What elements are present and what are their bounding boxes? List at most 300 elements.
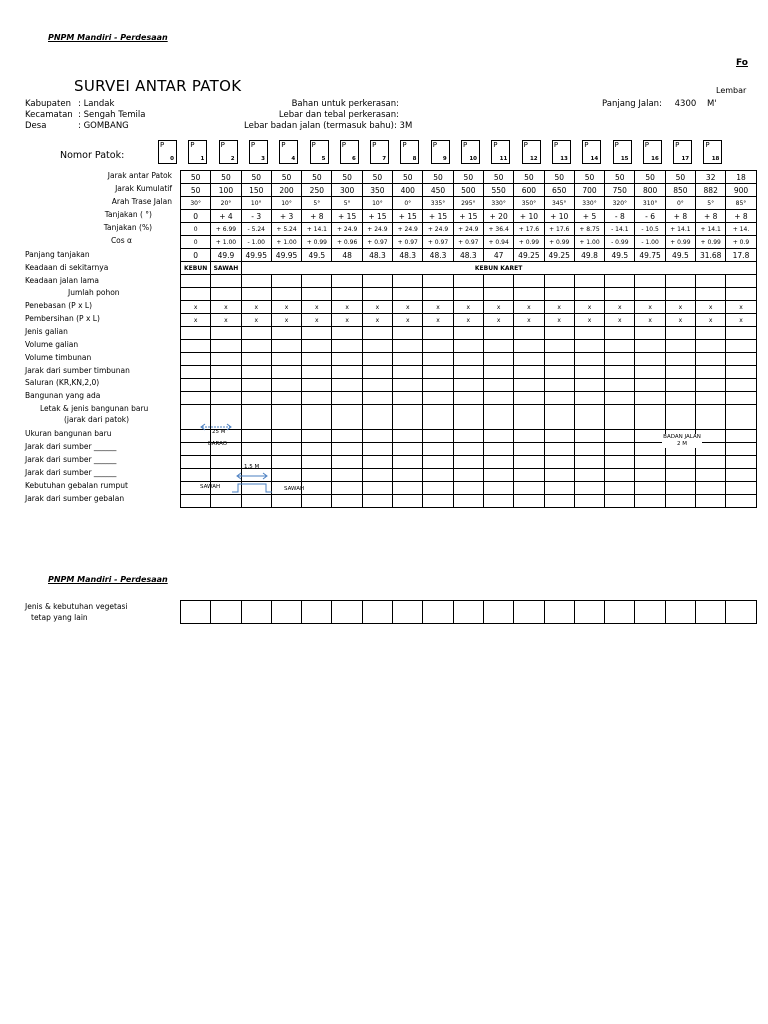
cell-jarak-gebalan[interactable] bbox=[332, 495, 362, 508]
cell-jenis-galian[interactable] bbox=[423, 327, 453, 340]
cell-jarak-sumber-1[interactable] bbox=[302, 443, 332, 456]
cell-volume-timbunan[interactable] bbox=[726, 353, 756, 366]
cell-saluran[interactable] bbox=[514, 379, 544, 392]
cell-keadaan-jalan[interactable] bbox=[635, 275, 665, 288]
cell-jenis-galian[interactable] bbox=[544, 327, 574, 340]
cell-jarak-sumber-3[interactable] bbox=[605, 469, 635, 482]
cell-jenis-galian[interactable] bbox=[181, 327, 211, 340]
cell-jenis-galian[interactable] bbox=[241, 327, 271, 340]
cell-jarak-sumber-1[interactable] bbox=[181, 443, 211, 456]
cell-letak-bangunan[interactable] bbox=[423, 405, 453, 430]
cell-saluran[interactable] bbox=[181, 379, 211, 392]
cell-saluran[interactable] bbox=[483, 379, 513, 392]
cell-jarak-gebalan[interactable] bbox=[726, 495, 756, 508]
cell-jarak-sumber-3[interactable] bbox=[362, 469, 392, 482]
cell-saluran[interactable] bbox=[302, 379, 332, 392]
cell-volume-galian[interactable] bbox=[423, 340, 453, 353]
cell-volume-galian[interactable] bbox=[574, 340, 604, 353]
cell-jenis-galian[interactable] bbox=[605, 327, 635, 340]
cell-penebasan: x bbox=[241, 301, 271, 314]
cell-keadaan-jalan[interactable] bbox=[696, 275, 726, 288]
cell-kebutuhan-gebalan[interactable] bbox=[302, 482, 332, 495]
cell-jenis-galian[interactable] bbox=[696, 327, 726, 340]
cell-volume-galian[interactable] bbox=[726, 340, 756, 353]
cell-jarak-sumber-2[interactable] bbox=[393, 456, 423, 469]
cell-letak-bangunan[interactable] bbox=[696, 405, 726, 430]
cell-vegetasi[interactable] bbox=[211, 601, 241, 624]
cell-jarak-sumber-2[interactable] bbox=[605, 456, 635, 469]
cell-keadaan-jalan[interactable] bbox=[726, 275, 756, 288]
cell-ukuran-bangunan[interactable] bbox=[574, 430, 604, 443]
cell-letak-bangunan[interactable] bbox=[544, 405, 574, 430]
cell-jarak-sumber-2[interactable] bbox=[726, 456, 756, 469]
cell-saluran[interactable] bbox=[393, 379, 423, 392]
cell-jarak-sumber-1[interactable] bbox=[241, 443, 271, 456]
cell-bangunan-ada[interactable] bbox=[453, 392, 483, 405]
cell-vegetasi[interactable] bbox=[605, 601, 635, 624]
cell-saluran[interactable] bbox=[453, 379, 483, 392]
cell-volume-timbunan[interactable] bbox=[181, 353, 211, 366]
cell-jarak-sumber-2[interactable] bbox=[574, 456, 604, 469]
cell-vegetasi[interactable] bbox=[393, 601, 423, 624]
cell-bangunan-ada[interactable] bbox=[483, 392, 513, 405]
cell-jumlah-pohon[interactable] bbox=[605, 288, 635, 301]
cell-bangunan-ada[interactable] bbox=[332, 392, 362, 405]
cell-jarak-sumber-1[interactable] bbox=[726, 443, 756, 456]
cell-jarak-sumber-timbunan[interactable] bbox=[393, 366, 423, 379]
cell-jumlah-pohon[interactable] bbox=[665, 288, 695, 301]
cell-jarak-sumber-3[interactable] bbox=[483, 469, 513, 482]
cell-letak-bangunan[interactable] bbox=[665, 405, 695, 430]
cell-volume-galian[interactable] bbox=[453, 340, 483, 353]
cell-jarak-gebalan[interactable] bbox=[574, 495, 604, 508]
cell-jarak-sumber-2[interactable] bbox=[362, 456, 392, 469]
cell-jumlah-pohon[interactable] bbox=[635, 288, 665, 301]
cell-keadaan-jalan[interactable] bbox=[362, 275, 392, 288]
cell-jarak-gebalan[interactable] bbox=[544, 495, 574, 508]
cell-jarak-sumber-3[interactable] bbox=[696, 469, 726, 482]
cell-ukuran-bangunan[interactable] bbox=[241, 430, 271, 443]
cell-vegetasi[interactable] bbox=[635, 601, 665, 624]
cell-volume-timbunan[interactable] bbox=[211, 353, 241, 366]
cell-bangunan-ada[interactable] bbox=[181, 392, 211, 405]
cell-jarak-sumber-1[interactable] bbox=[574, 443, 604, 456]
cell-volume-timbunan[interactable] bbox=[393, 353, 423, 366]
cell-vegetasi[interactable] bbox=[453, 601, 483, 624]
cell-jarak-sumber-1[interactable] bbox=[271, 443, 301, 456]
cell-volume-timbunan[interactable] bbox=[302, 353, 332, 366]
cell-ukuran-bangunan[interactable] bbox=[453, 430, 483, 443]
cell-jenis-galian[interactable] bbox=[635, 327, 665, 340]
cell-volume-galian[interactable] bbox=[635, 340, 665, 353]
cell-letak-bangunan[interactable] bbox=[362, 405, 392, 430]
cell-jarak-sumber-2[interactable] bbox=[453, 456, 483, 469]
cell-vegetasi[interactable] bbox=[423, 601, 453, 624]
cell-jarak-sumber-timbunan[interactable] bbox=[605, 366, 635, 379]
cell-volume-timbunan[interactable] bbox=[544, 353, 574, 366]
cell-volume-timbunan[interactable] bbox=[241, 353, 271, 366]
cell-jarak-sumber-2[interactable] bbox=[271, 456, 301, 469]
cell-keadaan-jalan[interactable] bbox=[241, 275, 271, 288]
cell-kebutuhan-gebalan[interactable] bbox=[423, 482, 453, 495]
cell-jarak-sumber-2[interactable] bbox=[665, 456, 695, 469]
cell-letak-bangunan[interactable] bbox=[483, 405, 513, 430]
cell-keadaan-jalan[interactable] bbox=[514, 275, 544, 288]
cell-vegetasi[interactable] bbox=[271, 601, 301, 624]
cell-letak-bangunan[interactable] bbox=[393, 405, 423, 430]
cell-vegetasi[interactable] bbox=[574, 601, 604, 624]
cell-keadaan-jalan[interactable] bbox=[665, 275, 695, 288]
cell-volume-timbunan[interactable] bbox=[605, 353, 635, 366]
cell-jarak-gebalan[interactable] bbox=[362, 495, 392, 508]
cell-jarak-gebalan[interactable] bbox=[181, 495, 211, 508]
cell-bangunan-ada[interactable] bbox=[302, 392, 332, 405]
cell-vegetasi[interactable] bbox=[665, 601, 695, 624]
cell-vegetasi[interactable] bbox=[241, 601, 271, 624]
cell-jarak-gebalan[interactable] bbox=[483, 495, 513, 508]
cell-jarak-sumber-1[interactable] bbox=[393, 443, 423, 456]
cell-volume-galian[interactable] bbox=[665, 340, 695, 353]
cell-vegetasi[interactable] bbox=[544, 601, 574, 624]
cell-jarak-sumber-2[interactable] bbox=[514, 456, 544, 469]
cell-kebutuhan-gebalan[interactable] bbox=[574, 482, 604, 495]
cell-jarak-sumber-2[interactable] bbox=[302, 456, 332, 469]
cell-volume-timbunan[interactable] bbox=[271, 353, 301, 366]
cell-jenis-galian[interactable] bbox=[453, 327, 483, 340]
cell-keadaan-jalan[interactable] bbox=[181, 275, 211, 288]
cell-letak-bangunan[interactable] bbox=[332, 405, 362, 430]
cell-jarak-sumber-1[interactable] bbox=[514, 443, 544, 456]
cell-keadaan-jalan[interactable] bbox=[332, 275, 362, 288]
cell-jumlah-pohon[interactable] bbox=[514, 288, 544, 301]
cell-jarak-sumber-3[interactable] bbox=[332, 469, 362, 482]
cell-letak-bangunan[interactable] bbox=[574, 405, 604, 430]
cell-vegetasi[interactable] bbox=[362, 601, 392, 624]
cell-volume-timbunan[interactable] bbox=[514, 353, 544, 366]
cell-volume-galian[interactable] bbox=[271, 340, 301, 353]
cell-jumlah-pohon[interactable] bbox=[453, 288, 483, 301]
cell-ukuran-bangunan[interactable] bbox=[362, 430, 392, 443]
cell-jarak-sumber-2[interactable] bbox=[423, 456, 453, 469]
cell-jarak-sumber-timbunan[interactable] bbox=[665, 366, 695, 379]
cell-bangunan-ada[interactable] bbox=[362, 392, 392, 405]
cell-vegetasi[interactable] bbox=[726, 601, 756, 624]
cell-saluran[interactable] bbox=[726, 379, 756, 392]
cell-ukuran-bangunan[interactable] bbox=[514, 430, 544, 443]
cell-jarak-gebalan[interactable] bbox=[514, 495, 544, 508]
cell-saluran[interactable] bbox=[574, 379, 604, 392]
cell-volume-timbunan[interactable] bbox=[423, 353, 453, 366]
cell-jenis-galian[interactable] bbox=[514, 327, 544, 340]
cell-jarak-sumber-3[interactable] bbox=[726, 469, 756, 482]
cell-jarak-gebalan[interactable] bbox=[453, 495, 483, 508]
cell-kebutuhan-gebalan[interactable] bbox=[696, 482, 726, 495]
cell-jenis-galian[interactable] bbox=[211, 327, 241, 340]
cell-jarak-sumber-timbunan[interactable] bbox=[635, 366, 665, 379]
cell-ukuran-bangunan[interactable] bbox=[393, 430, 423, 443]
cell-jumlah-pohon[interactable] bbox=[302, 288, 332, 301]
cell-kebutuhan-gebalan[interactable] bbox=[483, 482, 513, 495]
cell-saluran[interactable] bbox=[271, 379, 301, 392]
cell-bangunan-ada[interactable] bbox=[605, 392, 635, 405]
cell-keadaan-jalan[interactable] bbox=[483, 275, 513, 288]
cell-letak-bangunan[interactable] bbox=[453, 405, 483, 430]
cell-saluran[interactable] bbox=[665, 379, 695, 392]
cell-jarak-sumber-2[interactable] bbox=[696, 456, 726, 469]
cell-saluran[interactable] bbox=[211, 379, 241, 392]
cell-ukuran-bangunan[interactable] bbox=[726, 430, 756, 443]
cell-jarak-sumber-timbunan[interactable] bbox=[453, 366, 483, 379]
cell-volume-galian[interactable] bbox=[544, 340, 574, 353]
cell-kebutuhan-gebalan[interactable] bbox=[362, 482, 392, 495]
cell-keadaan-jalan[interactable] bbox=[211, 275, 241, 288]
cell-penebasan: x bbox=[181, 301, 211, 314]
table-row bbox=[181, 301, 757, 314]
cell-saluran[interactable] bbox=[423, 379, 453, 392]
cell-kebutuhan-gebalan[interactable] bbox=[332, 482, 362, 495]
cell-jumlah-pohon[interactable] bbox=[544, 288, 574, 301]
cell-vegetasi[interactable] bbox=[514, 601, 544, 624]
cell-jenis-galian[interactable] bbox=[302, 327, 332, 340]
cell-bangunan-ada[interactable] bbox=[544, 392, 574, 405]
cell-jarak-gebalan[interactable] bbox=[423, 495, 453, 508]
cell-jarak-sumber-1[interactable] bbox=[362, 443, 392, 456]
cell-jenis-galian[interactable] bbox=[665, 327, 695, 340]
cell-keadaan-jalan[interactable] bbox=[605, 275, 635, 288]
cell-jenis-galian[interactable] bbox=[483, 327, 513, 340]
cell-jarak-sumber-timbunan[interactable] bbox=[271, 366, 301, 379]
cell-ukuran-bangunan[interactable] bbox=[181, 430, 211, 443]
cell-vegetasi[interactable] bbox=[181, 601, 211, 624]
cell-jumlah-pohon[interactable] bbox=[181, 288, 211, 301]
cell-jarak-sumber-timbunan[interactable] bbox=[726, 366, 756, 379]
cell-keadaan-jalan[interactable] bbox=[271, 275, 301, 288]
cell-saluran[interactable] bbox=[362, 379, 392, 392]
cell-jarak-sumber-timbunan[interactable] bbox=[514, 366, 544, 379]
cell-jarak-sumber-2[interactable] bbox=[544, 456, 574, 469]
cell-jarak-sumber-3[interactable] bbox=[544, 469, 574, 482]
cell-jarak-sumber-1[interactable] bbox=[605, 443, 635, 456]
cell-saluran[interactable] bbox=[635, 379, 665, 392]
cell-ukuran-bangunan[interactable] bbox=[635, 430, 665, 443]
cell-saluran[interactable] bbox=[696, 379, 726, 392]
cell-jarak-gebalan[interactable] bbox=[605, 495, 635, 508]
cell-jarak-sumber-1[interactable] bbox=[453, 443, 483, 456]
cell-jarak-sumber-3[interactable] bbox=[635, 469, 665, 482]
cell-saluran[interactable] bbox=[544, 379, 574, 392]
cell-jarak-sumber-1[interactable] bbox=[423, 443, 453, 456]
cell-jarak-sumber-1[interactable] bbox=[332, 443, 362, 456]
cell-vegetasi[interactable] bbox=[483, 601, 513, 624]
cell-volume-timbunan[interactable] bbox=[696, 353, 726, 366]
cell-kebutuhan-gebalan[interactable] bbox=[544, 482, 574, 495]
cell-jarak-sumber-3[interactable] bbox=[514, 469, 544, 482]
cell-jumlah-pohon[interactable] bbox=[726, 288, 756, 301]
cell-volume-galian[interactable] bbox=[332, 340, 362, 353]
cell-jarak-sumber-timbunan[interactable] bbox=[241, 366, 271, 379]
table-row bbox=[181, 405, 757, 430]
cell-jarak-gebalan[interactable] bbox=[696, 495, 726, 508]
cell-jarak-sumber-timbunan[interactable] bbox=[696, 366, 726, 379]
cell-keadaan-jalan[interactable] bbox=[393, 275, 423, 288]
cell-volume-timbunan[interactable] bbox=[665, 353, 695, 366]
cell-jarak-sumber-timbunan[interactable] bbox=[211, 366, 241, 379]
cell-jarak-sumber-timbunan[interactable] bbox=[574, 366, 604, 379]
cell-keadaan-jalan[interactable] bbox=[544, 275, 574, 288]
cell-jarak-sumber-timbunan[interactable] bbox=[423, 366, 453, 379]
cell-jarak-sumber-2[interactable] bbox=[483, 456, 513, 469]
cell-jumlah-pohon[interactable] bbox=[332, 288, 362, 301]
cell-volume-galian[interactable] bbox=[605, 340, 635, 353]
cell-ukuran-bangunan[interactable] bbox=[544, 430, 574, 443]
cell-jarak-sumber-3[interactable] bbox=[453, 469, 483, 482]
cell-vegetasi[interactable] bbox=[332, 601, 362, 624]
cell-jarak-sumber-timbunan[interactable] bbox=[332, 366, 362, 379]
cell-bangunan-ada[interactable] bbox=[574, 392, 604, 405]
cell-volume-galian[interactable] bbox=[696, 340, 726, 353]
cell-jarak-gebalan[interactable] bbox=[635, 495, 665, 508]
cell-jumlah-pohon[interactable] bbox=[211, 288, 241, 301]
cell-volume-timbunan[interactable] bbox=[574, 353, 604, 366]
cell-jenis-galian[interactable] bbox=[362, 327, 392, 340]
cell-letak-bangunan[interactable] bbox=[635, 405, 665, 430]
cell-letak-bangunan[interactable] bbox=[726, 405, 756, 430]
dim-25m: 25 M bbox=[212, 429, 226, 435]
cell-jumlah-pohon[interactable] bbox=[483, 288, 513, 301]
cell-jenis-galian[interactable] bbox=[332, 327, 362, 340]
cell-jumlah-pohon[interactable] bbox=[574, 288, 604, 301]
cell-bangunan-ada[interactable] bbox=[696, 392, 726, 405]
cell-kebutuhan-gebalan[interactable] bbox=[393, 482, 423, 495]
cell-kebutuhan-gebalan[interactable] bbox=[635, 482, 665, 495]
cell-keadaan-jalan[interactable] bbox=[574, 275, 604, 288]
cell-jumlah-pohon[interactable] bbox=[271, 288, 301, 301]
cell-jarak-sumber-3[interactable] bbox=[393, 469, 423, 482]
cell-ukuran-bangunan[interactable] bbox=[332, 430, 362, 443]
cell-jarak-sumber-1[interactable] bbox=[635, 443, 665, 456]
patok-letter: P bbox=[281, 141, 286, 149]
cell-bangunan-ada[interactable] bbox=[393, 392, 423, 405]
cell-bangunan-ada[interactable] bbox=[665, 392, 695, 405]
cell-jarak-sumber-3[interactable] bbox=[665, 469, 695, 482]
cell-jarak-sumber-timbunan[interactable] bbox=[362, 366, 392, 379]
cell-arah-trase: 5° bbox=[332, 197, 362, 210]
cell-bangunan-ada[interactable] bbox=[211, 392, 241, 405]
cell-kebutuhan-gebalan[interactable] bbox=[514, 482, 544, 495]
cell-letak-bangunan[interactable] bbox=[514, 405, 544, 430]
cell-ukuran-bangunan[interactable] bbox=[271, 430, 301, 443]
cell-jumlah-pohon[interactable] bbox=[362, 288, 392, 301]
cell-volume-galian[interactable] bbox=[302, 340, 332, 353]
cell-jumlah-pohon[interactable] bbox=[423, 288, 453, 301]
cell-vegetasi[interactable] bbox=[696, 601, 726, 624]
cell-ukuran-bangunan[interactable] bbox=[302, 430, 332, 443]
cell-kebutuhan-gebalan[interactable] bbox=[453, 482, 483, 495]
cell-jenis-galian[interactable] bbox=[574, 327, 604, 340]
cell-jarak-sumber-2[interactable] bbox=[332, 456, 362, 469]
cell-jarak-sumber-3[interactable] bbox=[574, 469, 604, 482]
cell-volume-timbunan[interactable] bbox=[483, 353, 513, 366]
cell-jumlah-pohon[interactable] bbox=[393, 288, 423, 301]
cell-jumlah-pohon[interactable] bbox=[696, 288, 726, 301]
cell-saluran[interactable] bbox=[241, 379, 271, 392]
cell-jumlah-pohon[interactable] bbox=[241, 288, 271, 301]
cell-volume-galian[interactable] bbox=[181, 340, 211, 353]
cell-keadaan-jalan[interactable] bbox=[453, 275, 483, 288]
cell-bangunan-ada[interactable] bbox=[635, 392, 665, 405]
cell-volume-galian[interactable] bbox=[514, 340, 544, 353]
cell-jarak-antar: 50 bbox=[211, 171, 241, 184]
cell-keadaan-jalan[interactable] bbox=[302, 275, 332, 288]
cell-volume-galian[interactable] bbox=[393, 340, 423, 353]
cell-jarak-sumber-timbunan[interactable] bbox=[181, 366, 211, 379]
cell-kebutuhan-gebalan[interactable] bbox=[726, 482, 756, 495]
cell-volume-timbunan[interactable] bbox=[635, 353, 665, 366]
cell-volume-galian[interactable] bbox=[241, 340, 271, 353]
cell-bangunan-ada[interactable] bbox=[241, 392, 271, 405]
cell-letak-bangunan[interactable] bbox=[302, 405, 332, 430]
cell-volume-timbunan[interactable] bbox=[362, 353, 392, 366]
cell-jarak-sumber-3[interactable] bbox=[271, 469, 301, 482]
cell-saluran[interactable] bbox=[605, 379, 635, 392]
cell-bangunan-ada[interactable] bbox=[726, 392, 756, 405]
cell-ukuran-bangunan[interactable] bbox=[423, 430, 453, 443]
cell-jarak-sumber-1[interactable] bbox=[544, 443, 574, 456]
barao-label: BARAO bbox=[208, 441, 228, 447]
cell-jenis-galian[interactable] bbox=[271, 327, 301, 340]
cell-jarak-sumber-2[interactable] bbox=[635, 456, 665, 469]
cell-volume-galian[interactable] bbox=[483, 340, 513, 353]
cell-ukuran-bangunan[interactable] bbox=[605, 430, 635, 443]
cell-volume-timbunan[interactable] bbox=[453, 353, 483, 366]
cell-keadaan-jalan[interactable] bbox=[423, 275, 453, 288]
cell-letak-bangunan[interactable] bbox=[241, 405, 271, 430]
cell-volume-galian[interactable] bbox=[362, 340, 392, 353]
cell-jarak-sumber-3[interactable] bbox=[302, 469, 332, 482]
cell-tanjakan-pct: + 24.9 bbox=[362, 223, 392, 236]
cell-jarak-sumber-timbunan[interactable] bbox=[302, 366, 332, 379]
cell-jarak-gebalan[interactable] bbox=[271, 495, 301, 508]
cell-vegetasi[interactable] bbox=[302, 601, 332, 624]
cell-jarak-sumber-timbunan[interactable] bbox=[483, 366, 513, 379]
cell-jarak-sumber-2[interactable] bbox=[181, 456, 211, 469]
cell-jenis-galian[interactable] bbox=[726, 327, 756, 340]
cell-letak-bangunan[interactable] bbox=[605, 405, 635, 430]
cell-kebutuhan-gebalan[interactable] bbox=[665, 482, 695, 495]
cell-jarak-gebalan[interactable] bbox=[665, 495, 695, 508]
cell-jarak-sumber-3[interactable] bbox=[423, 469, 453, 482]
cell-jarak-sumber-timbunan[interactable] bbox=[544, 366, 574, 379]
cell-jenis-galian[interactable] bbox=[393, 327, 423, 340]
cell-letak-bangunan[interactable] bbox=[271, 405, 301, 430]
cell-kebutuhan-gebalan[interactable] bbox=[605, 482, 635, 495]
cell-ukuran-bangunan[interactable] bbox=[483, 430, 513, 443]
cell-jarak-gebalan[interactable] bbox=[393, 495, 423, 508]
cell-jarak-sumber-3[interactable] bbox=[181, 469, 211, 482]
cell-saluran[interactable] bbox=[332, 379, 362, 392]
cell-volume-timbunan[interactable] bbox=[332, 353, 362, 366]
cell-tanjakan-deg: + 8 bbox=[696, 210, 726, 223]
cell-cos: - 1.00 bbox=[635, 236, 665, 249]
cell-jarak-sumber-2[interactable] bbox=[211, 456, 241, 469]
cell-bangunan-ada[interactable] bbox=[514, 392, 544, 405]
cell-jarak-sumber-1[interactable] bbox=[483, 443, 513, 456]
cell-volume-galian[interactable] bbox=[211, 340, 241, 353]
patok-marker bbox=[400, 140, 419, 164]
cell-bangunan-ada[interactable] bbox=[271, 392, 301, 405]
cell-bangunan-ada[interactable] bbox=[423, 392, 453, 405]
cell-jarak-gebalan[interactable] bbox=[302, 495, 332, 508]
